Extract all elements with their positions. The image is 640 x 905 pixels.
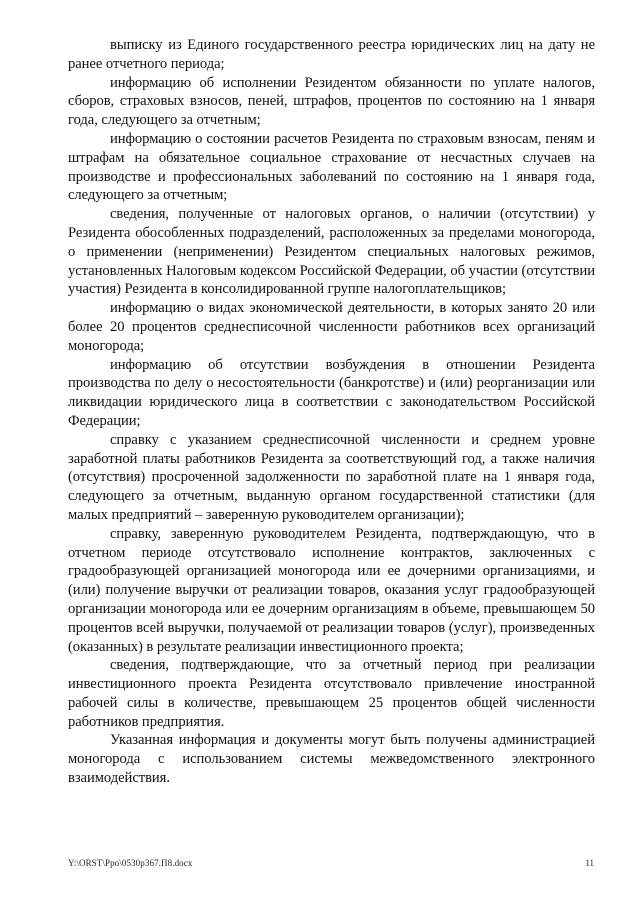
paragraph-contracts-certificate: справку, заверенную руководителем Резидента, подтверждающую, что в отчетном периоде отсутствовало исполнение контрактов, заключенных с градообразующей организацией моногорода или ее дочерними организациями, и (или) получение выручки от реализации товаров, оказания услуг градообразующей организации моногорода или ее дочерним организациям в объеме, превышающем 50 процентов всей выручки, получаемой от реализации товаров (услуг), произведенных (оказанных) в результате реализации инвестиционного проекта;	[68, 525, 595, 655]
paragraph-bankruptcy-absence: информацию об отсутствии возбуждения в отношении Резидента производства по делу о несостоятельности (банкротстве) и (или) реорганизации или ликвидации юридического лица в соответствии с законодательством Российской Федерации;	[68, 356, 595, 429]
page-number: 11	[585, 858, 594, 868]
paragraph-tax-authority-info: сведения, полученные от налоговых органов, о наличии (отсутствии) у Резидента обособленных подразделений, расположенных за пределами моногорода, о применении (неприменении) Резидентом специальных налоговых режимов, установленных Налоговым кодексом Российской Федерации, об участии (отсутствии участия) Резидента в консолидированной группе налогоплательщиков;	[68, 206, 595, 298]
footer-file-path: Y:\ORST\Ppo\0530p367.П8.docx	[68, 858, 193, 868]
paragraph-tax-obligations: информацию об исполнении Резидентом обязанности по уплате налогов, сборов, страховых взносов, пеней, штрафов, процентов по состоянию на 1 января года, следующего за отчетным;	[68, 74, 595, 129]
paragraph-economic-activity: информацию о видах экономической деятельности, в которых занято 20 или более 20 процентов среднесписочной численности работников всех организаций моногорода;	[68, 300, 595, 354]
paragraph-insurance-settlements: информацию о состоянии расчетов Резидента по страховым взносам, пеням и штрафам на обязательное социальное страхование от несчастных случаев на производстве и профессиональных заболеваний по состоянию на 1 января года, следующего за отчетным;	[68, 130, 595, 204]
paragraph-interdepartmental-note: Указанная информация и документы могут быть получены администрацией моногорода с использованием системы межведомственного электронного взаимодействия.	[68, 732, 595, 787]
paragraph-foreign-labor: сведения, подтверждающие, что за отчетный период при реализации инвестиционного проекта Резидента отсутствовало привлечение иностранной рабочей силы в количестве, превышающем 25 процентов общей численности работников предприятия.	[68, 657, 595, 730]
paragraph-headcount-certificate: справку с указанием среднесписочной численности и среднем уровне заработной платы работников Резидента за соответствующий год, а также наличия (отсутствия) просроченной задолженности по заработной плате на 1 января года, следующего за отчетным, выданную органом государственной статистики (для малых предприятий – заверенную руководителем организации);	[68, 431, 595, 523]
document-body	[68, 36, 595, 788]
paragraph-egrul-extract: выписку из Единого государственного реестра юридических лиц на дату не ранее отчетного периода;	[68, 37, 595, 72]
